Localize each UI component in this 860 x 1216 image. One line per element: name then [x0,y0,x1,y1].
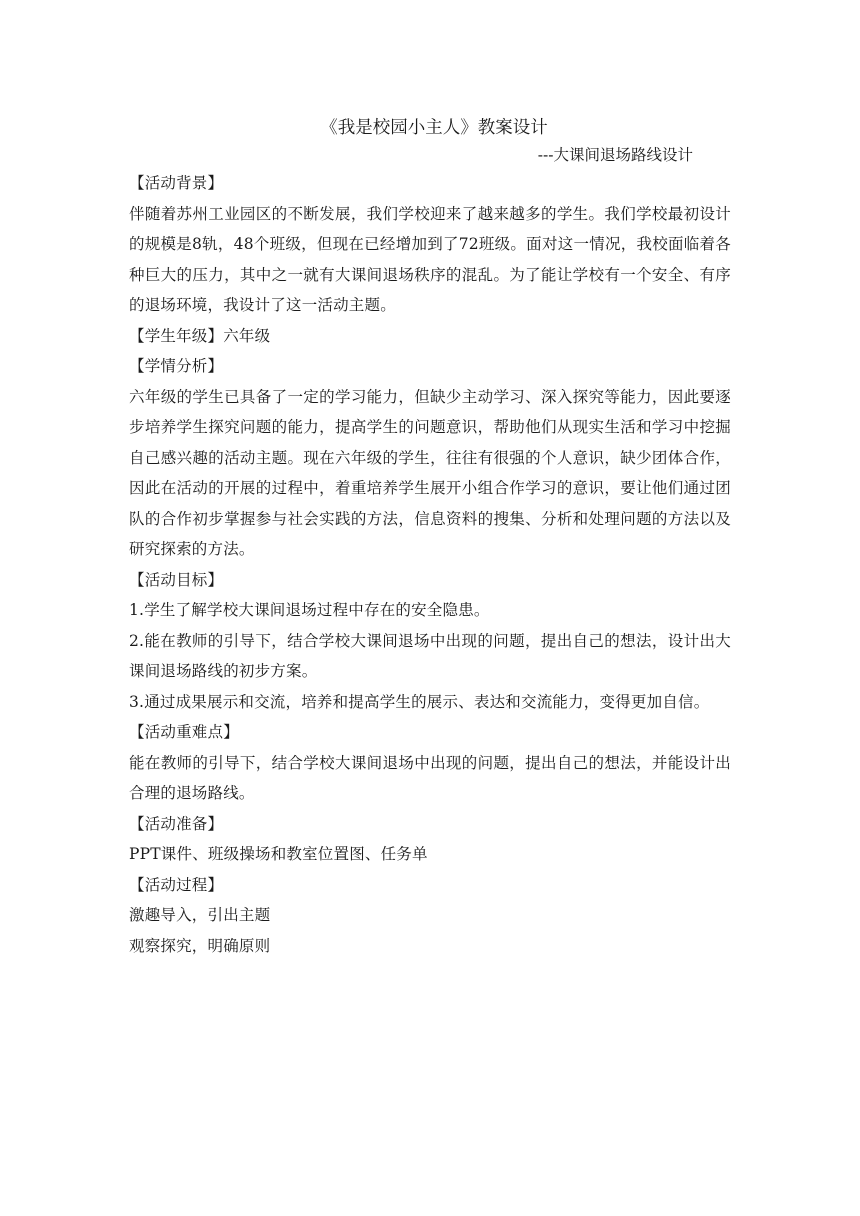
process-step-2: 观察探究，明确原则 [129,936,271,955]
goal-item-1: 1.学生了解学校大课间退场过程中存在的安全隐患。 [129,601,490,619]
section-heading-analysis: 【学情分析】 [129,357,224,375]
preparation-paragraph: PPT课件、班级操场和教室位置图、任务单 [129,845,428,863]
analysis-paragraph: 六年级的学生已具备了一定的学习能力，但缺少主动学习、深入探究等能力，因此要逐步培养学生探究问题的能力，提高学生的问题意识，帮助他们从现实生活和学习中挖掘自己感兴趣的活动主题。现在六年级的学生，往往有很强的个人意识，缺少团体合作，因此在活动的开展的过程中，着重培养学生展开小组合作学习的意识，要让他们通过团队的合作初步掌握参与社会实践的方法，信息资料的搜集、分析和处理问题的方法以及研究探索的方法。 [129,387,731,558]
section-heading-background: 【活动背景】 [129,174,224,192]
key-points-paragraph: 能在教师的引导下，结合学校大课间退场中出现的问题，提出自己的想法，并能设计出合理的退场路线。 [129,753,731,802]
goal-item-2: 2.能在教师的引导下，结合学校大课间退场中出现的问题，提出自己的想法，设计出大课间退场路线的初步方案。 [129,631,731,680]
background-paragraph: 伴随着苏州工业园区的不断发展，我们学校迎来了越来越多的学生。我们学校最初设计的规模是8轨，48个班级，但现在已经增加到了72班级。面对这一情况，我校面临着各种巨大的压力，其中之一就有大课间退场秩序的混乱。为了能让学校有一个安全、有序的退场环境，我设计了这一活动主题。 [129,204,731,314]
section-heading-goals: 【活动目标】 [129,570,224,589]
grade-line: 【学生年级】六年级 [129,326,271,345]
document-page [129,114,731,961]
section-heading-key-points: 【活动重难点】 [129,723,239,741]
goal-item-3: 3.通过成果展示和交流，培养和提高学生的展示、表达和交流能力，变得更加自信。 [129,692,710,711]
section-heading-preparation: 【活动准备】 [129,814,224,833]
section-heading-process: 【活动过程】 [129,875,224,894]
document-title: 《我是校园小主人》教案设计 [320,118,548,138]
document-subtitle: ---大课间退场路线设计 [537,146,693,164]
process-step-1: 激趣导入，引出主题 [129,906,271,924]
